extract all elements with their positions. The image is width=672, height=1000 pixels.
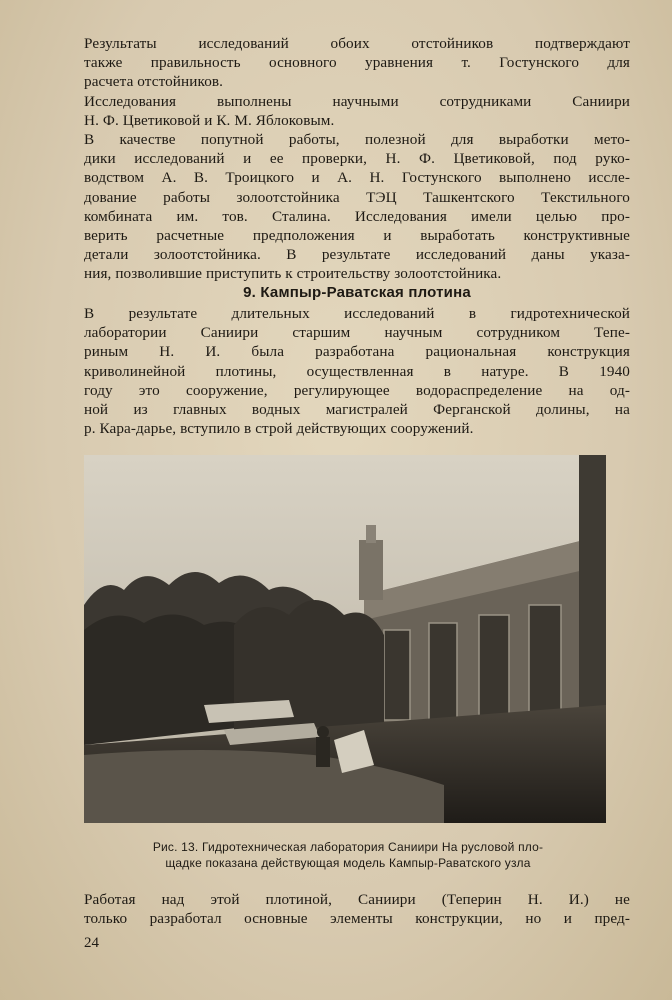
- page-number: 24: [84, 935, 99, 951]
- intro-text: [84, 34, 630, 284]
- text-line: Исследования выполнены научными сотрудниками Саниири: [84, 92, 630, 110]
- text-line: В качестве попутной работы, полезной для выработки мето-: [84, 131, 630, 149]
- text-line: также правильность основного уравнения т. Гостунского для: [84, 54, 630, 72]
- text-line: верить расчетные предположения и выработать конструктивные: [84, 227, 630, 245]
- caption-line: Рис. 13. Гидротехническая лаборатория Саниири На русловой пло-: [152, 840, 544, 854]
- text-line: ной из главных водных магистралей Ферганской долины, на: [84, 401, 630, 419]
- text-line: риным Н. И. была разработана рациональная конструкция: [84, 343, 630, 361]
- text-line: р. Кара-дарье, вступило в строй действующих сооружений.: [84, 420, 474, 438]
- text-line: только разработал основные элементы конструкции, но и пред-: [84, 910, 630, 928]
- text-line: детали золоотстойника. В результате исследований даны указа-: [84, 246, 630, 264]
- section-heading: 9. Кампыр-Раватская плотина: [243, 284, 471, 301]
- photo-illustration: [84, 455, 606, 823]
- caption-line: щадке показана действующая модель Кампыр-Раватского узла: [165, 855, 531, 870]
- text-line: Результаты исследований обоих отстойников подтверждают: [84, 35, 630, 52]
- section-text: [84, 304, 630, 438]
- text-line: дики исследований и ее проверки, Н. Ф. Цветиковой, под руко-: [84, 150, 630, 168]
- text-line: Н. Ф. Цветиковой и К. М. Яблоковым.: [84, 111, 335, 129]
- text-line: году это сооружение, регулирующее водораспределение на од-: [84, 381, 630, 399]
- text-line: Работая над этой плотиной, Саниири (Теперин Н. И.) не: [84, 891, 630, 908]
- text-line: криволинейной плотины, осуществленная в натуре. В 1940: [84, 362, 630, 380]
- figure-photo: [84, 455, 606, 823]
- text-line: комбината им. тов. Сталина. Исследования имели целью про-: [84, 207, 630, 225]
- text-line: В результате длительных исследований в гидротехнической: [84, 305, 630, 322]
- figure-caption: [84, 840, 612, 871]
- text-line: ния, позволившие приступить к строительству золоотстойника.: [84, 265, 502, 283]
- text-line: расчета отстойников.: [84, 73, 224, 91]
- text-line: лаборатории Саниири старшим научным сотрудником Тепе-: [84, 324, 630, 342]
- text-line: водством А. В. Троицкого и А. Н. Гостунского выполнено иссле-: [84, 169, 630, 187]
- tail-text: [84, 890, 630, 928]
- text-line: дование работы золоотстойника ТЭЦ Ташкентского Текстильного: [84, 188, 630, 206]
